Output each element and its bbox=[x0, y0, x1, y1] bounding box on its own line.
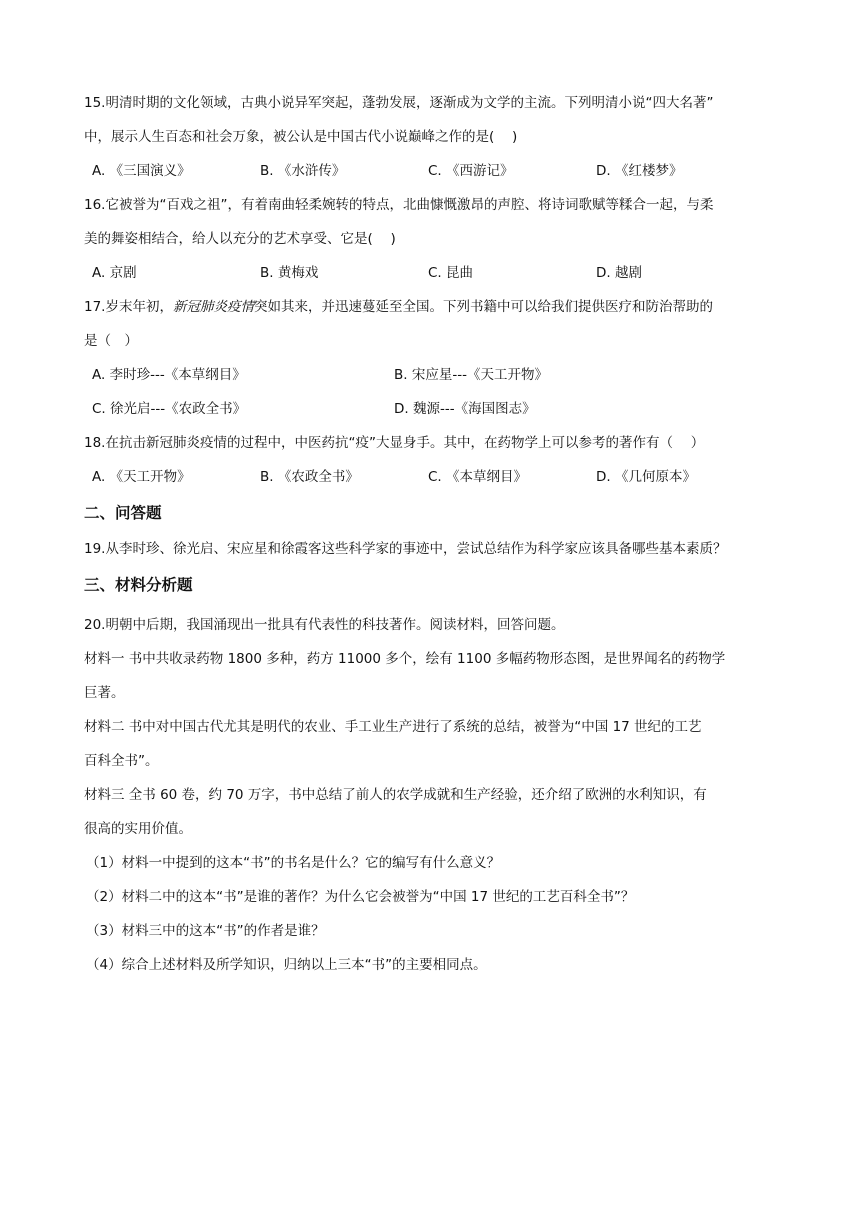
question-15 bbox=[84, 86, 784, 188]
question-17-italic-phrase: 新冠肺炎疫情 bbox=[172, 299, 254, 315]
option-d: D. 越剧 bbox=[596, 265, 642, 281]
question-20-intro: 20.明朝中后期，我国涌现出一批具有代表性的科技著作。阅读材料，回答问题。 bbox=[84, 617, 565, 633]
question-16-stem-line2: 美的舞姿相结合，给人以充分的艺术享受、它是( ) bbox=[84, 231, 396, 247]
sub-question-4: （4）综合上述材料及所学知识，归纳以上三本“书”的主要相同点。 bbox=[86, 957, 487, 973]
option-a: A. 《天工开物》 bbox=[92, 469, 191, 485]
question-19: 19.从李时珍、徐光启、宋应星和徐霞客这些科学家的事迹中，尝试总结作为科学家应该具备哪些基本素质？ bbox=[84, 541, 727, 557]
question-17-prefix: 17.岁末年初， bbox=[84, 299, 173, 315]
option-a: A. 京剧 bbox=[92, 265, 137, 281]
section-heading-qa: 二、问答题 bbox=[84, 504, 162, 522]
material-1-line2: 巨著。 bbox=[84, 685, 125, 701]
question-17-suffix: 突如其来，并迅速蔓延至全国。下列书籍中可以给我们提供医疗和防治帮助的 bbox=[253, 299, 713, 315]
question-17-stem-line2: 是（ ） bbox=[84, 333, 138, 349]
question-20 bbox=[84, 608, 784, 982]
material-3-line2: 很高的实用价值。 bbox=[84, 821, 192, 837]
option-c: C. 昆曲 bbox=[428, 265, 474, 281]
option-d: D. 《红楼梦》 bbox=[596, 163, 683, 179]
question-16-options bbox=[84, 256, 784, 290]
option-c: C. 《西游记》 bbox=[428, 163, 514, 179]
material-2-line1: 材料二 书中对中国古代尤其是明代的农业、手工业生产进行了系统的总结，被誉为“中国 17 世纪的工艺 bbox=[84, 719, 702, 735]
question-15-stem-line2: 中，展示人生百态和社会万象，被公认是中国古代小说巅峰之作的是( ) bbox=[84, 129, 518, 145]
question-18 bbox=[84, 426, 784, 494]
option-b: B. 宋应星---《天工开物》 bbox=[394, 367, 548, 383]
sub-question-2: （2）材料二中的这本“书”是谁的著作？为什么它会被誉为“中国 17 世纪的工艺百科全书”？ bbox=[86, 889, 635, 905]
worksheet-page bbox=[84, 86, 784, 982]
material-3-line1: 材料三 全书 60 卷，约 70 万字，书中总结了前人的农学成就和生产经验，还介绍了欧洲的水利知识，有 bbox=[84, 787, 707, 803]
option-b: B. 《农政全书》 bbox=[260, 469, 359, 485]
sub-question-3: （3）材料三中的这本“书”的作者是谁？ bbox=[86, 923, 325, 939]
question-17-options-row1 bbox=[84, 358, 784, 392]
material-2-line2: 百科全书”。 bbox=[84, 753, 159, 769]
question-17-stem-line1 bbox=[84, 290, 784, 324]
option-b: B. 《水浒传》 bbox=[260, 163, 346, 179]
option-c: C. 徐光启---《农政全书》 bbox=[92, 401, 247, 417]
option-c: C. 《本草纲目》 bbox=[428, 469, 528, 485]
material-1-line1: 材料一 书中共收录药物 1800 多种，药方 11000 多个，绘有 1100 多幅药物形态图，是世界闻名的药物学 bbox=[84, 651, 726, 667]
question-17 bbox=[84, 290, 784, 426]
option-a: A. 《三国演义》 bbox=[92, 163, 191, 179]
question-16 bbox=[84, 188, 784, 290]
option-d: D. 《几何原本》 bbox=[596, 469, 696, 485]
option-d: D. 魏源---《海国图志》 bbox=[394, 401, 536, 417]
section-heading-material-analysis: 三、材料分析题 bbox=[84, 576, 193, 594]
question-18-stem: 18.在抗击新冠肺炎疫情的过程中，中医药抗“疫”大显身手。其中，在药物学上可以参考的著作有（ ） bbox=[84, 435, 705, 451]
option-b: B. 黄梅戏 bbox=[260, 265, 319, 281]
question-15-options bbox=[84, 154, 784, 188]
option-a: A. 李时珍---《本草纲目》 bbox=[92, 367, 246, 383]
question-15-stem-line1: 15.明清时期的文化领域，古典小说异军突起，蓬勃发展，逐渐成为文学的主流。下列明清小说“四大名著” bbox=[84, 95, 714, 111]
question-18-options bbox=[84, 460, 784, 494]
question-16-stem-line1: 16.它被誉为“百戏之祖”，有着南曲轻柔婉转的特点，北曲慷慨激昂的声腔、将诗词歌赋等糅合一起，与柔 bbox=[84, 197, 714, 213]
question-17-options-row2 bbox=[84, 392, 784, 426]
sub-question-1: （1）材料一中提到的这本“书”的书名是什么？它的编写有什么意义？ bbox=[86, 855, 501, 871]
